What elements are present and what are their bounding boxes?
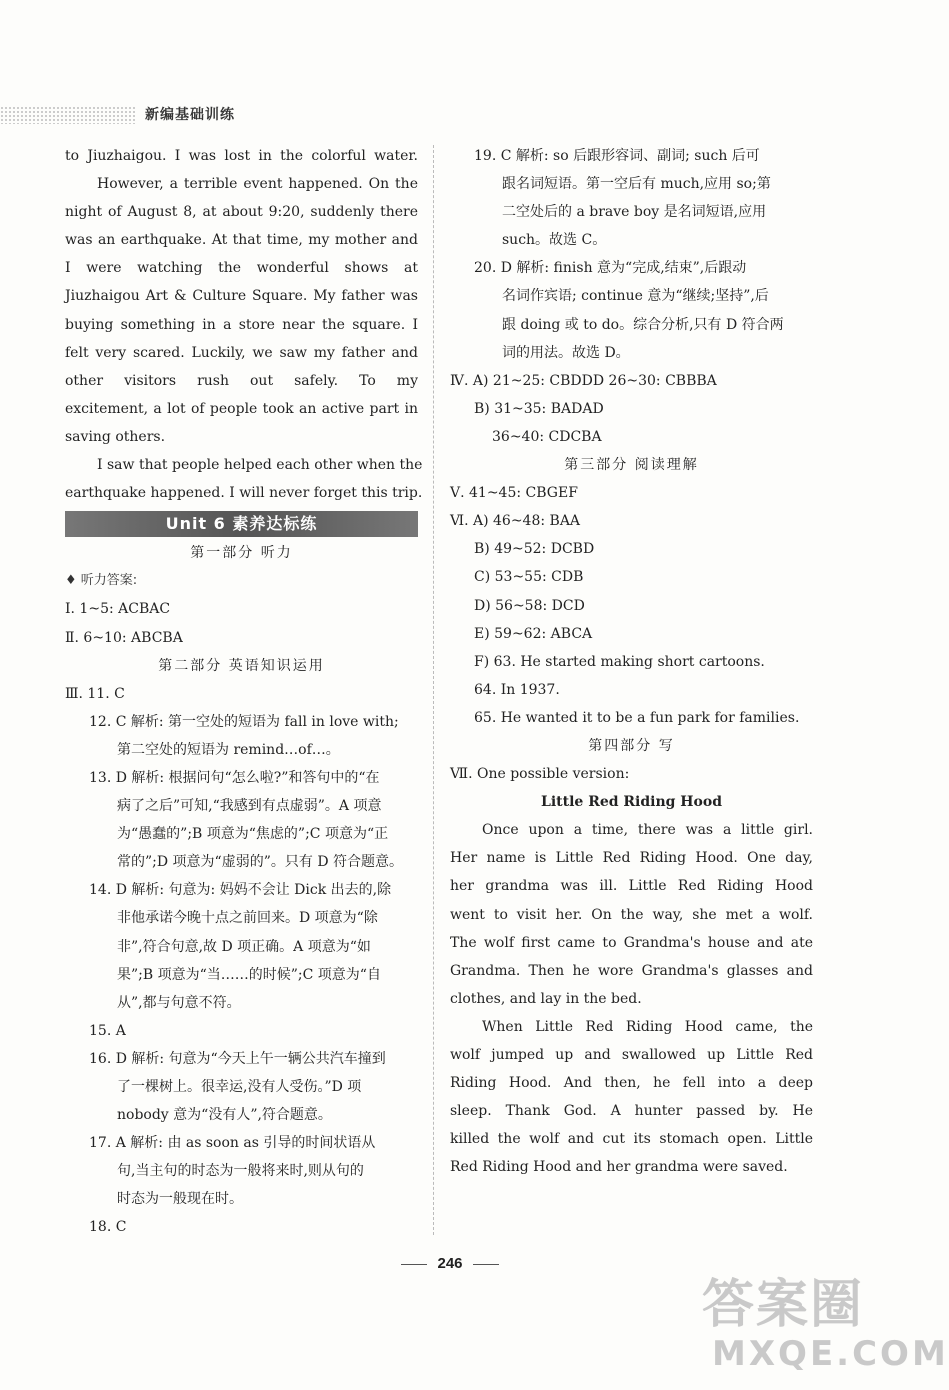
answer-row: Ⅰ. 1~5: ACBAC: [65, 601, 171, 618]
answer-row: B) 49~52: DCBD: [474, 541, 595, 558]
answer-row: Ⅱ. 6~10: ABCBA: [65, 629, 183, 646]
dash-left: [401, 1264, 427, 1265]
passage-line: was an earthquake. At that time, my mother and: [65, 232, 418, 249]
passage-line: However, a terrible event happened. On the: [97, 176, 418, 193]
right-column: [450, 142, 813, 1181]
q19-line: 19. C 解析: so 后跟形容词、副词; such 后可: [474, 148, 760, 164]
passage-line: Jiuzhaigou Art & Culture Square. My father was: [65, 288, 418, 305]
part2-title: 第二部分 英语知识运用: [158, 657, 325, 674]
q16-line: 16. D 解析: 句意为“今天上午一辆公共汽车撞到: [89, 1050, 386, 1067]
q17-line: 时态为一般现在时。: [117, 1191, 243, 1208]
page-header: [0, 100, 900, 130]
unit-title-bar: Unit 6 素养达标练: [65, 511, 418, 537]
passage-line: other visitors rush out safely. To my: [65, 372, 418, 389]
passage-line: earthquake happened. I will never forget this trip.: [65, 485, 423, 502]
essay-line: Her name is Little Red Riding Hood. One day,: [450, 850, 813, 867]
passage-line: I were watching the wonderful shows at: [65, 260, 418, 277]
essay-line: Riding Hood. And then, he fell into a deep: [450, 1075, 813, 1092]
q13-line: 13. D 解析: 根据问句“怎么啦?”和答句中的“在: [89, 769, 380, 786]
passage-line: felt very scared. Luckily, we saw my father and: [65, 344, 418, 361]
left-column: [65, 142, 423, 1242]
q12-line: 12. C 解析: 第一空处的短语为 fall in love with;: [89, 713, 399, 730]
answer-row: Ⅶ. One possible version:: [450, 766, 630, 783]
essay-line: killed the wolf and cut its stomach open. Little: [450, 1131, 813, 1148]
passage-line: night of August 8, at about 9:20, suddenly there: [65, 204, 418, 221]
answer-row: Ⅳ. A) 21~25: CBDDD 26~30: CBBBA: [450, 372, 717, 389]
part4-title: 第四部分 写: [588, 737, 675, 754]
q12-line: 第二空处的短语为 remind…of…。: [117, 741, 340, 758]
essay-line: When Little Red Riding Hood came, the: [482, 1018, 813, 1035]
answer-row: Ⅴ. 41~45: CBGEF: [450, 485, 578, 502]
answer-row: 64. In 1937.: [474, 681, 560, 698]
answer-row: Ⅲ. 11. C: [65, 685, 125, 702]
column-divider: [433, 145, 434, 1235]
essay-line: clothes, and lay in the bed.: [450, 990, 642, 1007]
q19-line: such。故选 C。: [502, 232, 607, 249]
essay-line: Grandma. Then he wore Grandma's glasses and: [450, 962, 813, 979]
q14-line: 14. D 解析: 句意为: 妈妈不会让 Dick 出去的,除: [89, 882, 392, 899]
answer-row: E) 59~62: ABCA: [474, 625, 593, 642]
passage-line: I saw that people helped each other when the: [97, 457, 423, 474]
q16-line: nobody 意为“没有人”,符合题意。: [117, 1107, 332, 1124]
answer-row: F) 63. He started making short cartoons.: [474, 653, 765, 670]
q19-line: 跟名词短语。第一空后有 much,应用 so;第: [502, 176, 771, 193]
essay-line: Red Riding Hood and her grandma were saved.: [450, 1159, 788, 1176]
passage-line: buying something in a store near the square. I: [65, 316, 418, 333]
essay-title: Little Red Riding Hood: [541, 794, 722, 811]
answer-row: C) 53~55: CDB: [474, 569, 584, 586]
series-title: 新编基础训练: [145, 107, 235, 123]
q16-line: 了一棵树上。很幸运,没有人受伤。”D 项: [117, 1079, 362, 1095]
header-dot-pattern: [0, 106, 135, 124]
watermark-logo: 答案圈 MXQE.COM: [702, 1275, 949, 1374]
essay-line: wolf jumped up and swallowed up Little Red: [450, 1047, 813, 1063]
answer-row: 36~40: CDCBA: [492, 428, 602, 445]
answer-row: B) 31~35: BADAD: [474, 400, 604, 417]
answer-row: D) 56~58: DCD: [474, 597, 585, 614]
essay-line: her grandma was ill. Little Red Riding Hood: [450, 878, 813, 895]
listening-label: ♦ 听力答案:: [65, 573, 138, 589]
passage-line: excitement, a lot of people took an active part in: [65, 400, 418, 417]
answer-row: 65. He wanted it to be a fun park for families.: [474, 709, 800, 726]
q20-line: 20. D 解析: finish 意为“完成,结束”,后跟动: [474, 260, 747, 277]
page-number: 246: [0, 1255, 900, 1272]
part3-title: 第三部分 阅读理解: [564, 457, 699, 474]
q15-line: 15. A: [89, 1022, 126, 1039]
dash-right: [473, 1264, 499, 1265]
q14-line: 从”,都与句意不符。: [117, 994, 241, 1011]
answer-row: Ⅵ. A) 46~48: BAA: [450, 513, 581, 530]
q13-line: 病了之后”可知,“我感到有点虚弱”。A 项意: [117, 798, 382, 815]
q14-line: 非”,符合句意,故 D 项正确。A 项意为“如: [117, 938, 371, 955]
q20-line: 跟 doing 或 to do。综合分析,只有 D 符合两: [502, 316, 784, 333]
q17-line: 句,当主句的时态为一般将来时,则从句的: [117, 1163, 364, 1180]
q17-line: 17. A 解析: 由 as soon as 引导的时间状语从: [89, 1135, 376, 1152]
q14-line: 果”;B 项意为“当……的时候”;C 项意为“自: [117, 966, 381, 983]
essay-line: went to visit her. On the way, she met a wolf.: [450, 906, 813, 923]
q20-line: 名词作宾语; continue 意为“继续;坚持”,后: [502, 288, 769, 305]
essay-line: Once upon a time, there was a little girl.: [482, 822, 813, 839]
essay-line: sleep. Thank God. A hunter passed by. He: [450, 1103, 813, 1120]
q18-line: 18. C: [89, 1219, 127, 1236]
q14-line: 非他承诺今晚十点之前回来。D 项意为“除: [117, 910, 378, 927]
q13-line: 为“愚蠢的”;B 项意为“焦虑的”;C 项意为“正: [117, 826, 389, 843]
essay-line: The wolf first came to Grandma's house and ate: [450, 934, 813, 951]
q19-line: 二空处后的 a brave boy 是名词短语,应用: [502, 204, 767, 221]
passage-line: saving others.: [65, 428, 166, 445]
part1-title: 第一部分 听力: [190, 545, 293, 562]
diamond-icon: ♦: [65, 573, 81, 589]
q13-line: 常的”;D 项意为“虚弱的”。只有 D 符合题意。: [117, 854, 403, 871]
passage-line: to Jiuzhaigou. I was lost in the colorful water.: [65, 148, 418, 164]
q20-line: 词的用法。故选 D。: [502, 344, 630, 361]
